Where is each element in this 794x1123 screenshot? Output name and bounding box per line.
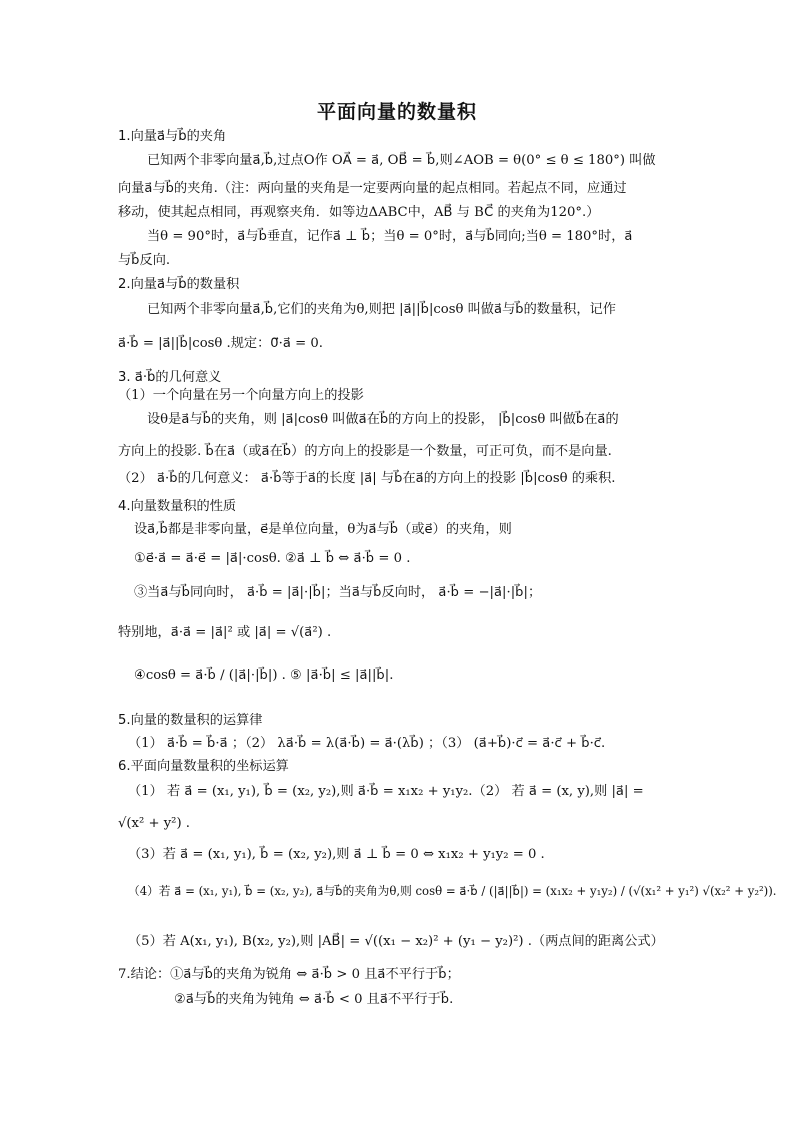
formula-line: √(x² + y²) . bbox=[118, 816, 190, 831]
formula-line: （3）若 a⃗ = (x₁, y₁), b⃗ = (x₂, y₂),则 a⃗ ⊥ b⃗ = 0 ⇔ x₁x₂ + y₁y₂ = 0 . bbox=[128, 847, 545, 862]
paragraph-line: 移动，使其起点相同，再观察夹角．如等边ΔABC中，AB⃗ 与 BC⃗ 的夹角为120°.） bbox=[118, 205, 600, 220]
section-2-heading: 2.向量a⃗与b⃗的数量积 bbox=[118, 277, 240, 292]
formula-line: （5）若 A(x₁, y₁), B(x₂, y₂),则 |AB⃗| = √((x₁ − x₂)² + (y₁ − y₂)²) .（两点间的距离公式） bbox=[128, 934, 664, 949]
property-line: ①e⃗·a⃗ = a⃗·e⃗ = |a⃗|·cosθ. ②a⃗ ⊥ b⃗ ⇔ a⃗·b⃗ = 0 . bbox=[134, 551, 411, 566]
paragraph-line: 与b⃗反向. bbox=[118, 253, 171, 268]
property-line: 特别地，a⃗·a⃗ = |a⃗|² 或 |a⃗| = √(a⃗²) . bbox=[118, 625, 332, 640]
formula-line: （1） a⃗·b⃗ = b⃗·a⃗ ；（2） λa⃗·b⃗ = λ(a⃗·b⃗) = a⃗·(λb⃗) ；（3） (a⃗+b⃗)·c⃗ = a⃗·c⃗ + b⃗·c⃗. bbox=[128, 736, 606, 751]
paragraph-line: 已知两个非零向量a⃗,b⃗,它们的夹角为θ,则把 |a⃗||b⃗|cosθ 叫做a⃗与b⃗的数量积，记作 bbox=[147, 302, 616, 317]
paragraph-line: 向量a⃗与b⃗的夹角.（注：两向量的夹角是一定要两向量的起点相同。若起点不同，应通过 bbox=[118, 181, 627, 196]
section-1-heading: 1.向量a⃗与b⃗的夹角 bbox=[118, 129, 227, 144]
formula-line: （4）若 a⃗ = (x₁, y₁), b⃗ = (x₂, y₂), a⃗与b⃗的夹角为θ,则 cosθ = a⃗·b⃗ / (|a⃗||b⃗|) = (x₁x₂ + y₁y₂) / (√(x₁² + y₁²) √(x₂² + y₂²)). bbox=[128, 884, 777, 898]
property-line: ③当a⃗与b⃗同向时， a⃗·b⃗ = |a⃗|·|b⃗|；当a⃗与b⃗反向时， a⃗·b⃗ = −|a⃗|·|b⃗|； bbox=[134, 585, 542, 600]
paragraph-line: 当θ = 90°时，a⃗与b⃗垂直，记作a⃗ ⊥ b⃗；当θ = 0°时，a⃗与b⃗同向;当θ = 180°时，a⃗ bbox=[147, 229, 633, 244]
paragraph-line: 已知两个非零向量a⃗,b⃗,过点O作 OA⃗ = a⃗, OB⃗ = b⃗,则∠AOB = θ(0° ≤ θ ≤ 180°) 叫做 bbox=[147, 153, 656, 168]
formula-line: a⃗·b⃗ = |a⃗||b⃗|cosθ .规定：0⃗·a⃗ = 0. bbox=[118, 336, 323, 351]
formula-line: （1） 若 a⃗ = (x₁, y₁), b⃗ = (x₂, y₂),则 a⃗·b⃗ = x₁x₂ + y₁y₂.（2） 若 a⃗ = (x, y),则 |a⃗| = bbox=[128, 784, 644, 799]
paragraph-line: （2） a⃗·b⃗的几何意义： a⃗·b⃗等于a⃗的长度 |a⃗| 与b⃗在a⃗的方向上的投影 |b⃗|cosθ 的乘积. bbox=[118, 471, 616, 486]
page-title: 平面向量的数量积 bbox=[316, 101, 477, 123]
paragraph-line: 方向上的投影. b⃗在a⃗（或a⃗在b⃗）的方向上的投影是一个数量，可正可负，而不是向量. bbox=[118, 444, 612, 459]
section-5-heading: 5.向量的数量积的运算律 bbox=[118, 713, 263, 728]
section-4-heading: 4.向量数量积的性质 bbox=[118, 499, 237, 514]
paragraph-line: 设a⃗,b⃗都是非零向量，e⃗是单位向量，θ为a⃗与b⃗（或e⃗）的夹角，则 bbox=[134, 522, 512, 537]
conclusion-line: ②a⃗与b⃗的夹角为钝角 ⇔ a⃗·b⃗ < 0 且a⃗不平行于b⃗. bbox=[174, 992, 454, 1007]
conclusion-line: 7.结论：①a⃗与b⃗的夹角为锐角 ⇔ a⃗·b⃗ > 0 且a⃗不平行于b⃗； bbox=[118, 967, 460, 982]
section-3-heading: 3. a⃗·b⃗的几何意义 bbox=[118, 370, 222, 385]
subsection-heading: （1）一个向量在另一个向量方向上的投影 bbox=[118, 388, 364, 403]
paragraph-line: 设θ是a⃗与b⃗的夹角，则 |a⃗|cosθ 叫做a⃗在b⃗的方向上的投影， |b⃗|cosθ 叫做b⃗在a⃗的 bbox=[147, 412, 619, 427]
section-6-heading: 6.平面向量数量积的坐标运算 bbox=[118, 759, 289, 774]
property-line: ④cosθ = a⃗·b⃗ / (|a⃗|·|b⃗|) . ⑤ |a⃗·b⃗| ≤ |a⃗||b⃗|. bbox=[134, 668, 394, 683]
